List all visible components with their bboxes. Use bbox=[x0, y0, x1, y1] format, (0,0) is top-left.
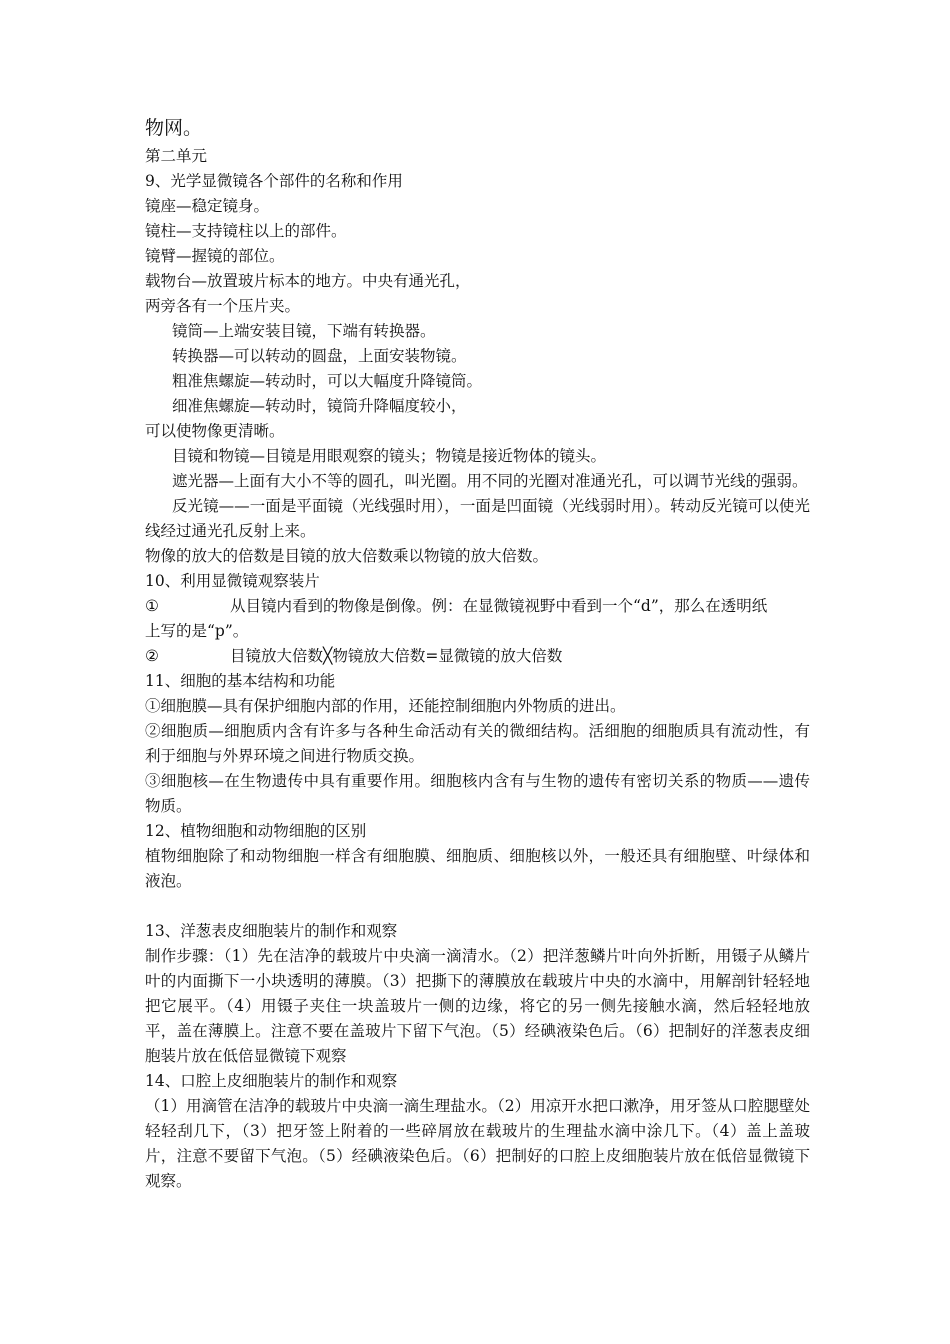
item-text: 目镜放大倍数╳物镜放大倍数=显微镜的放大倍数 bbox=[230, 647, 563, 665]
item-marker: ② bbox=[145, 647, 159, 665]
paragraph: （1）用滴管在洁净的载玻片中央滴一滴生理盐水。（2）用凉开水把口漱净，用牙签从口腔腮壁处轻轻刮几下，（3）把牙签上附着的一些碎屑放在载玻片的生理盐水滴中涂几下。（4）盖上盖玻片，注意不要留下气泡。（5）经碘液染色后。（6）把制好的口腔上皮细胞装片放在低倍显微镜下观察。 bbox=[145, 1097, 810, 1190]
section-heading-14: 14、口腔上皮细胞装片的制作和观察 bbox=[145, 1072, 398, 1090]
numbered-item-2 bbox=[145, 644, 810, 669]
paragraph: 植物细胞除了和动物细胞一样含有细胞膜、细胞质、细胞核以外，一般还具有细胞壁、叶绿体和液泡。 bbox=[145, 847, 810, 890]
text-line: 细准焦螺旋—转动时，镜筒升降幅度较小， bbox=[172, 397, 467, 415]
paragraph: ②细胞质—细胞质内含有许多与各种生命活动有关的微细结构。活细胞的细胞质具有流动性，有利于细胞与外界环境之间进行物质交换。 bbox=[145, 722, 810, 765]
text-line: ①细胞膜—具有保护细胞内部的作用，还能控制细胞内外物质的进出。 bbox=[145, 697, 626, 715]
section-heading-13: 13、洋葱表皮细胞装片的制作和观察 bbox=[145, 922, 398, 940]
text-line: 可以使物像更清晰。 bbox=[145, 422, 285, 440]
section-heading-9: 9、光学显微镜各个部件的名称和作用 bbox=[145, 172, 403, 190]
item-text: 从目镜内看到的物像是倒像。例：在显微镜视野中看到一个“d”，那么在透明纸 bbox=[230, 597, 768, 615]
item-text-continuation: 上写的是“p”。 bbox=[145, 622, 249, 640]
section-heading-10: 10、利用显微镜观察装片 bbox=[145, 572, 320, 590]
continuation-text: 物网。 bbox=[145, 117, 203, 139]
text-line: 物像的放大的倍数是目镜的放大倍数乘以物镜的放大倍数。 bbox=[145, 547, 549, 565]
text-line: 目镜和物镜—目镜是用眼观察的镜头；物镜是接近物体的镜头。 bbox=[172, 447, 607, 465]
text-line: 两旁各有一个压片夹。 bbox=[145, 297, 301, 315]
blank-line bbox=[145, 894, 810, 919]
item-marker: ① bbox=[145, 597, 159, 615]
numbered-item-1 bbox=[145, 594, 810, 619]
paragraph: 制作步骤：（1）先在洁净的载玻片中央滴一滴清水。（2）把洋葱鳞片叶向外折断，用镊子从鳞片叶的内面撕下一小块透明的薄膜。（3）把撕下的薄膜放在载玻片中央的水滴中，用解剖针轻轻地把它展平。（4）用镊子夹住一块盖玻片一侧的边缘，将它的另一侧先接触水滴，然后轻轻地放平，盖在薄膜上。注意不要在盖玻片下留下气泡。（5）经碘液染色后。（6）把制好的洋葱表皮细胞装片放在低倍显微镜下观察 bbox=[145, 947, 810, 1065]
section-heading-11: 11、细胞的基本结构和功能 bbox=[145, 672, 336, 690]
text-line: 镜柱—支持镜柱以上的部件。 bbox=[145, 222, 347, 240]
section-heading-12: 12、植物细胞和动物细胞的区别 bbox=[145, 822, 367, 840]
text-line: 粗准焦螺旋—转动时，可以大幅度升降镜筒。 bbox=[172, 372, 483, 390]
text-line: 镜座—稳定镜身。 bbox=[145, 197, 270, 215]
paragraph: ③细胞核—在生物遗传中具有重要作用。细胞核内含有与生物的遗传有密切关系的物质——遗传物质。 bbox=[145, 772, 810, 815]
paragraph: 反光镜——一面是平面镜（光线强时用），一面是凹面镜（光线弱时用）。转动反光镜可以使光线经过通光孔反射上来。 bbox=[145, 497, 810, 540]
paragraph: 遮光器—上面有大小不等的圆孔，叫光圈。用不同的光圈对准通光孔，可以调节光线的强弱。 bbox=[172, 472, 808, 490]
document-body bbox=[145, 112, 810, 1194]
text-line: 转换器—可以转动的圆盘，上面安装物镜。 bbox=[172, 347, 467, 365]
unit-heading: 第二单元 bbox=[145, 147, 208, 165]
text-line: 载物台—放置玻片标本的地方。中央有通光孔， bbox=[145, 272, 471, 290]
text-line: 镜筒—上端安装目镜，下端有转换器。 bbox=[172, 322, 436, 340]
text-line: 镜臂—握镜的部位。 bbox=[145, 247, 285, 265]
